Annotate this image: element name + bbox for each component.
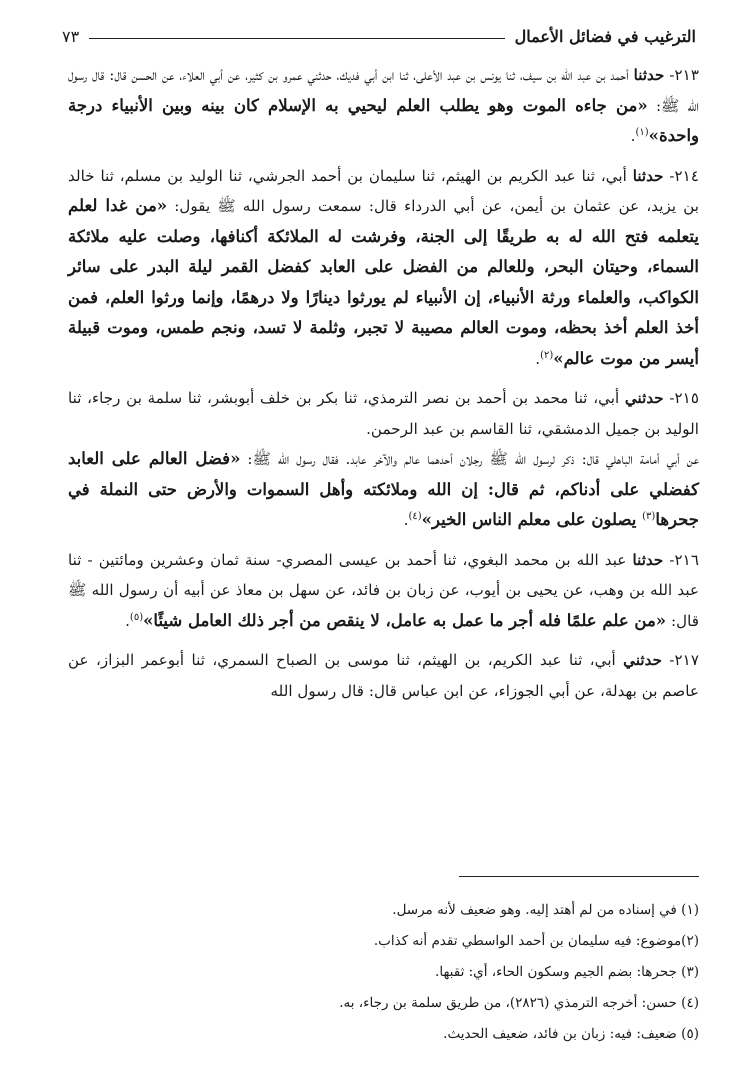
hadith-number: ٢١٦- — [663, 550, 699, 569]
hadith-text: «فضل العالم على العابد كفضلي على أدناكم، ثم قال: إن الله وملائكته وأهل السموات والأرض حتى النملة في جحرها — [68, 449, 699, 529]
hadith-217 — [68, 645, 699, 706]
isnad-text: أبي، ثنا محمد بن أحمد بن نصر الترمذي، ثنا بكر بن خلف أبوبشر، ثنا سلمة بن رجاء، ثنا الوليد بن جميل الدمشقي، ثنا القاسم بن عبد الرحمن. — [68, 389, 699, 438]
narration-lead: حدثني — [624, 389, 664, 407]
header-rule — [89, 38, 504, 39]
footnote-separator — [459, 876, 699, 877]
hadith-215-matn — [68, 444, 699, 536]
page-number: ٧٣ — [62, 27, 80, 46]
footnote-ref: (٥) — [129, 611, 144, 623]
hadith-number: ٢١٧- — [662, 651, 699, 669]
footnote-1: (١) في إسناده من لم أهتد إليه. وهو ضعيف لأنه مرسل. — [392, 902, 699, 918]
full-stop: . — [535, 349, 541, 368]
narration-lead: حدثني — [623, 651, 662, 669]
hadith-213 — [68, 60, 699, 152]
isnad-text: عبد الله بن محمد البغوي، ثنا أحمد بن عيسى المصري- سنة ثمان وعشرين ومائتين - ثنا عبد الله بن وهب، عن يحيى بن أيوب، عن زبان بن فائد، عن سهل بن معاذ عن أبيه أن رسول الله ﷺ قال: — [68, 550, 699, 630]
hadith-text: «من غدا لعلم يتعلمه فتح الله له به طريقًا إلى الجنة، وفرشت له الملائكة أكنافها، وصلت عليه ملائكة السماء، وحيتان البحر، وللعالم من الفضل على العابد كفضل القمر ليلة البدر على سائر الكواكب، والعلماء ورثة الأنبياء، إن الأنبياء لم يورثوا دينارًا ولا درهمًا، وإنما ورثوا العلم، فمن أخذ العلم أخذ بحظه، وموت العالم مصيبة لا تجبر، وثلمة لا تسد، ونجم طمس، وموت قبيلة أيسر من موت عالم» — [68, 196, 699, 368]
hadith-text-continued: يصلون على معلم الناس الخير» — [421, 510, 643, 529]
hadith-number: ٢١٣- — [664, 66, 699, 84]
footnote-3: (٣) جحرها: بضم الجيم وسكون الحاء، أي: ثقبها. — [435, 964, 699, 980]
hadith-216 — [68, 545, 699, 637]
full-stop: . — [403, 511, 409, 529]
isnad-text: أبي، ثنا عبد الكريم، بن الهيثم، ثنا موسى بن الصباح السمري، ثنا أبوعمر البزاز، عن عاصم بن بهدلة، عن أبي الجوزاء، عن ابن عباس قال: قال رسول الله — [68, 651, 699, 700]
full-stop: . — [125, 611, 130, 630]
narration-lead: حدثنا — [632, 166, 664, 185]
footnote-ref: (٣) — [642, 510, 656, 522]
isnad-text: أحمد بن عبد الله بن سيف، ثنا يونس بن عبد الأعلى، ثنا ابن أبي فديك، حدثني عمرو بن كثير، عن أبي العلاء، عن الحسن قال: قال رسول الله ﷺ: — [68, 66, 700, 115]
footnote-ref: (٤) — [408, 510, 422, 522]
narration-lead: حدثنا — [633, 66, 665, 84]
narration-lead: حدثنا — [632, 550, 664, 569]
hadith-number: ٢١٥- — [663, 389, 699, 407]
footnotes — [68, 895, 699, 1050]
full-stop: . — [630, 127, 636, 145]
footnote-4: (٤) حسن: أخرجه الترمذي (٢٨٢٦)، من طريق سلمة بن رجاء، به. — [339, 995, 699, 1011]
footnote-ref: (١) — [635, 126, 649, 138]
footnote-ref: (٢) — [540, 349, 554, 361]
footnote-2: (٢)موضوع: فيه سليمان بن أحمد الواسطي تقدم أنه كذاب. — [373, 933, 699, 949]
hadith-215 — [68, 383, 699, 444]
hadith-number: ٢١٤- — [663, 166, 699, 185]
isnad-text: أبي، ثنا عبد الكريم بن الهيثم، ثنا سليمان بن أحمد الجرشي، ثنا الوليد بن مسلم، ثنا خالد بن يزيد، عن عثمان بن أيمن، عن أبي الدرداء قال: سمعت رسول الله ﷺ يقول: — [68, 166, 699, 215]
hadith-text: «من جاءه الموت وهو يطلب العلم ليحيي به الإسلام كان بينه وبين الأنبياء درجة واحدة» — [68, 95, 699, 145]
hadith-text: «من علم علمًا فله أجر ما عمل به عامل، لا ينقص من أجر ذلك العامل شيئًا» — [143, 610, 667, 630]
running-header — [62, 20, 696, 46]
matn-intro: عن أبي أمامة الباهلي قال: ذكر لرسول الله ﷺ رجلان أحدهما عالم والآخر عابد. فقال رسول الله ﷺ: — [240, 450, 699, 468]
running-title: الترغيب في فضائل الأعمال — [514, 27, 696, 46]
hadith-214 — [68, 161, 699, 375]
main-text — [68, 60, 699, 706]
footnote-5: (٥) ضعيف: فيه: زبان بن فائد، ضعيف الحديث. — [443, 1026, 699, 1042]
